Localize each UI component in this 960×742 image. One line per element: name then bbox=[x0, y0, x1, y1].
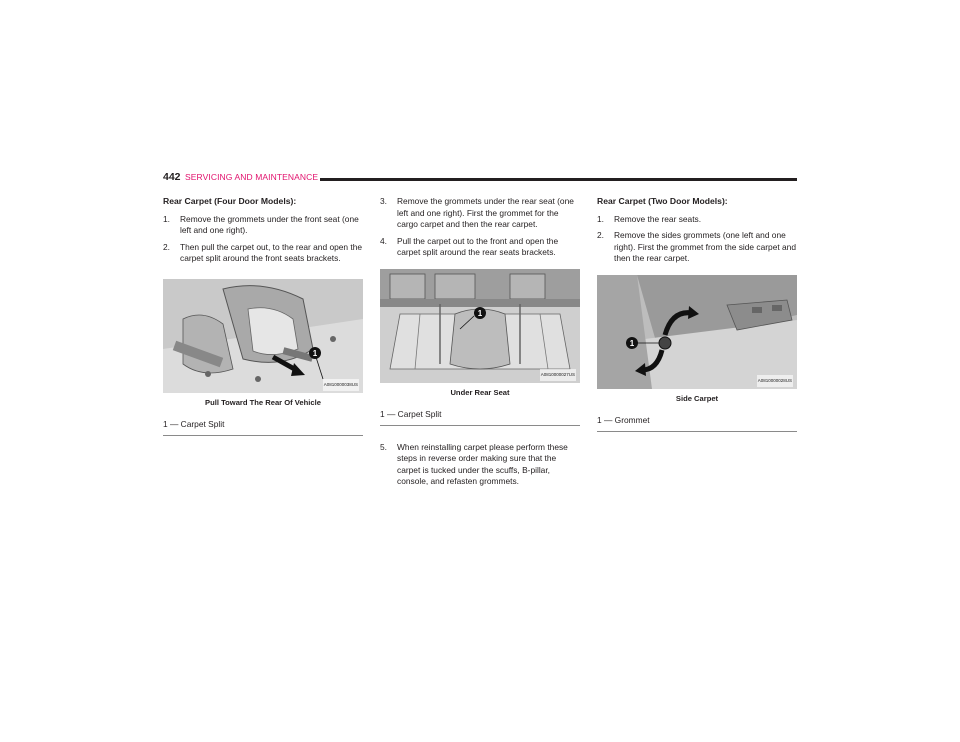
step-item bbox=[380, 442, 580, 488]
step-item bbox=[597, 230, 797, 265]
figure-legend: 1 — Carpet Split bbox=[163, 410, 363, 436]
step-item bbox=[597, 214, 797, 226]
step-text: When reinstalling carpet please perform these steps in reverse order making sure that the carpet is tucked under the scuffs, B-pillar, console, and refasten grommets. bbox=[397, 441, 568, 486]
figure-caption: Pull Toward The Rear Of Vehicle bbox=[205, 397, 321, 407]
step-text: Remove the rear seats. bbox=[614, 213, 702, 224]
step-text: Then pull the carpet out, to the rear and open the carpet split around the front seats brackets. bbox=[180, 241, 363, 263]
side-carpet-illustration bbox=[597, 275, 797, 389]
step-number: 1. bbox=[597, 213, 604, 224]
column-rear-seat bbox=[380, 196, 580, 493]
step-number: 2. bbox=[163, 241, 170, 252]
step-item bbox=[163, 242, 363, 265]
header-rule bbox=[320, 178, 797, 181]
step-item bbox=[380, 236, 580, 259]
column-two-door bbox=[597, 196, 797, 432]
figure-side-carpet bbox=[597, 275, 797, 389]
step-text: Pull the carpet out to the front and open the carpet split around the rear seats brackets. bbox=[397, 235, 559, 257]
step-number: 4. bbox=[380, 235, 387, 246]
step-number: 2. bbox=[597, 230, 604, 240]
step-text: Remove the grommets under the rear seat (one left and one right). First the grommet for the cargo carpet and then the rear carpet. bbox=[397, 196, 574, 229]
section-title: SERVICING AND MAINTENANCE bbox=[185, 172, 319, 182]
figure-callout: 1 bbox=[312, 348, 318, 358]
step-item bbox=[380, 196, 580, 231]
front-seat-illustration bbox=[163, 279, 363, 393]
figure-legend: 1 — Grommet bbox=[597, 406, 797, 432]
figure-callout: 1 bbox=[477, 308, 483, 318]
figure-code: A0810000027US bbox=[540, 369, 576, 381]
step-item bbox=[163, 214, 363, 237]
rear-seat-illustration bbox=[380, 269, 580, 383]
step-number: 3. bbox=[380, 196, 387, 206]
figure-code: A0810000028US bbox=[757, 375, 793, 387]
figure-caption: Side Carpet bbox=[675, 393, 719, 403]
column-four-door bbox=[163, 196, 363, 436]
figure-callout: 1 bbox=[629, 338, 635, 348]
figure-legend: 1 — Carpet Split bbox=[380, 400, 580, 426]
figure-rear-seat bbox=[380, 269, 580, 383]
step-number: 5. bbox=[380, 441, 387, 452]
step-text: Remove the sides grommets (one left and one right). First the grommet from the side carpet and then the rear carpet. bbox=[614, 230, 796, 263]
figure-code: A0810000038US bbox=[323, 379, 359, 391]
figure-caption: Under Rear Seat bbox=[450, 387, 510, 397]
section-heading-four-door: Rear Carpet (Four Door Models): bbox=[163, 196, 297, 206]
step-text: Remove the grommets under the front seat (one left and one right). bbox=[180, 213, 359, 235]
section-heading-two-door: Rear Carpet (Two Door Models): bbox=[597, 196, 728, 206]
page-header bbox=[163, 171, 797, 187]
figure-front-seat bbox=[163, 279, 363, 393]
page-number: 442 bbox=[163, 171, 181, 183]
step-number: 1. bbox=[163, 213, 170, 224]
